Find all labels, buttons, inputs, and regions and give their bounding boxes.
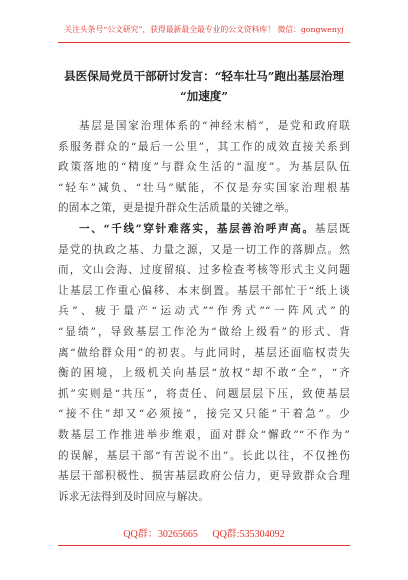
body-line: 兵”、疲于量产“运动式”“作秀式”“一阵风式”的 bbox=[58, 305, 350, 318]
body-line: 基层干部积极性、损害基层政府公信力，更导致群众合理 bbox=[58, 470, 350, 483]
body-line: 的固本之策，更是提升群众生活质量的关键之举。 bbox=[58, 202, 296, 215]
section-heading-tail: 基层既 bbox=[314, 222, 351, 235]
footer-qq-group-2: QQ群:535304092 bbox=[212, 529, 285, 540]
body-line: 数基层工作推进举步维艰，面对群众“懈政”“不作为” bbox=[58, 428, 350, 441]
footer-qq-group-1: QQ群：30265665 bbox=[123, 529, 198, 540]
body-line: 抓”实则是“共压”，将责任、问题层层下压，致使基层 bbox=[58, 387, 350, 400]
body-line: 基层是国家治理体系的“神经末梢”，是党和政府联 bbox=[79, 120, 350, 132]
section-heading: 一、“千线”穿针难落实，基层善治呼声高。 bbox=[79, 222, 315, 235]
body-line: 的误解，基层干部“有苦说不出”。长此以往，不仅挫伤 bbox=[58, 449, 350, 462]
body-line: 衡的困境，上级机关向基层“放权”却不敢“全”，“齐 bbox=[58, 367, 350, 380]
header-banner: 关注头条号“公文研究”，获得最新最全最专业的公文资料库！ 微信：gongwenyj bbox=[64, 25, 344, 34]
footer bbox=[0, 528, 408, 542]
footer-divider bbox=[58, 545, 350, 546]
body-line: “显绩”，导致基层工作沦为“做给上级看”的形式、背 bbox=[58, 325, 350, 338]
body-line: 而，文山会海、过度留痕、过多检查考核等形式主义问题 bbox=[58, 264, 350, 277]
body-line: 系服务群众的“最后一公里”，其工作的成效直接关系到 bbox=[58, 140, 350, 153]
document-body bbox=[58, 116, 350, 507]
body-line: 离“做给群众用”的初衷。与此同时，基层还面临权责失 bbox=[58, 346, 350, 359]
document-title bbox=[56, 66, 352, 106]
section-heading-line bbox=[58, 219, 350, 240]
body-line: 是党的执政之基、力量之源，又是一切工作的落脚点。然 bbox=[58, 243, 350, 256]
body-line: 政策落地的“精度”与群众生活的“温度”。为基层队伍 bbox=[58, 161, 350, 174]
body-line: 诉求无法得到及时回应与解决。 bbox=[58, 490, 210, 503]
body-line: “轻车”减负、“壮马”赋能，不仅是夯实国家治理根基 bbox=[58, 181, 350, 194]
title-line-2: “加速度” bbox=[179, 89, 229, 103]
body-line: “接不住”却又“必须接”，接完又只能“干着急”。少 bbox=[58, 408, 350, 421]
title-line-1: 县医保局党员干部研讨发言：“轻车壮马”跑出基层治理 bbox=[64, 69, 344, 83]
body-line: 让基层工作重心偏移、本末倒置。基层干部忙于“纸上谈 bbox=[58, 284, 350, 297]
header-divider bbox=[58, 42, 350, 43]
